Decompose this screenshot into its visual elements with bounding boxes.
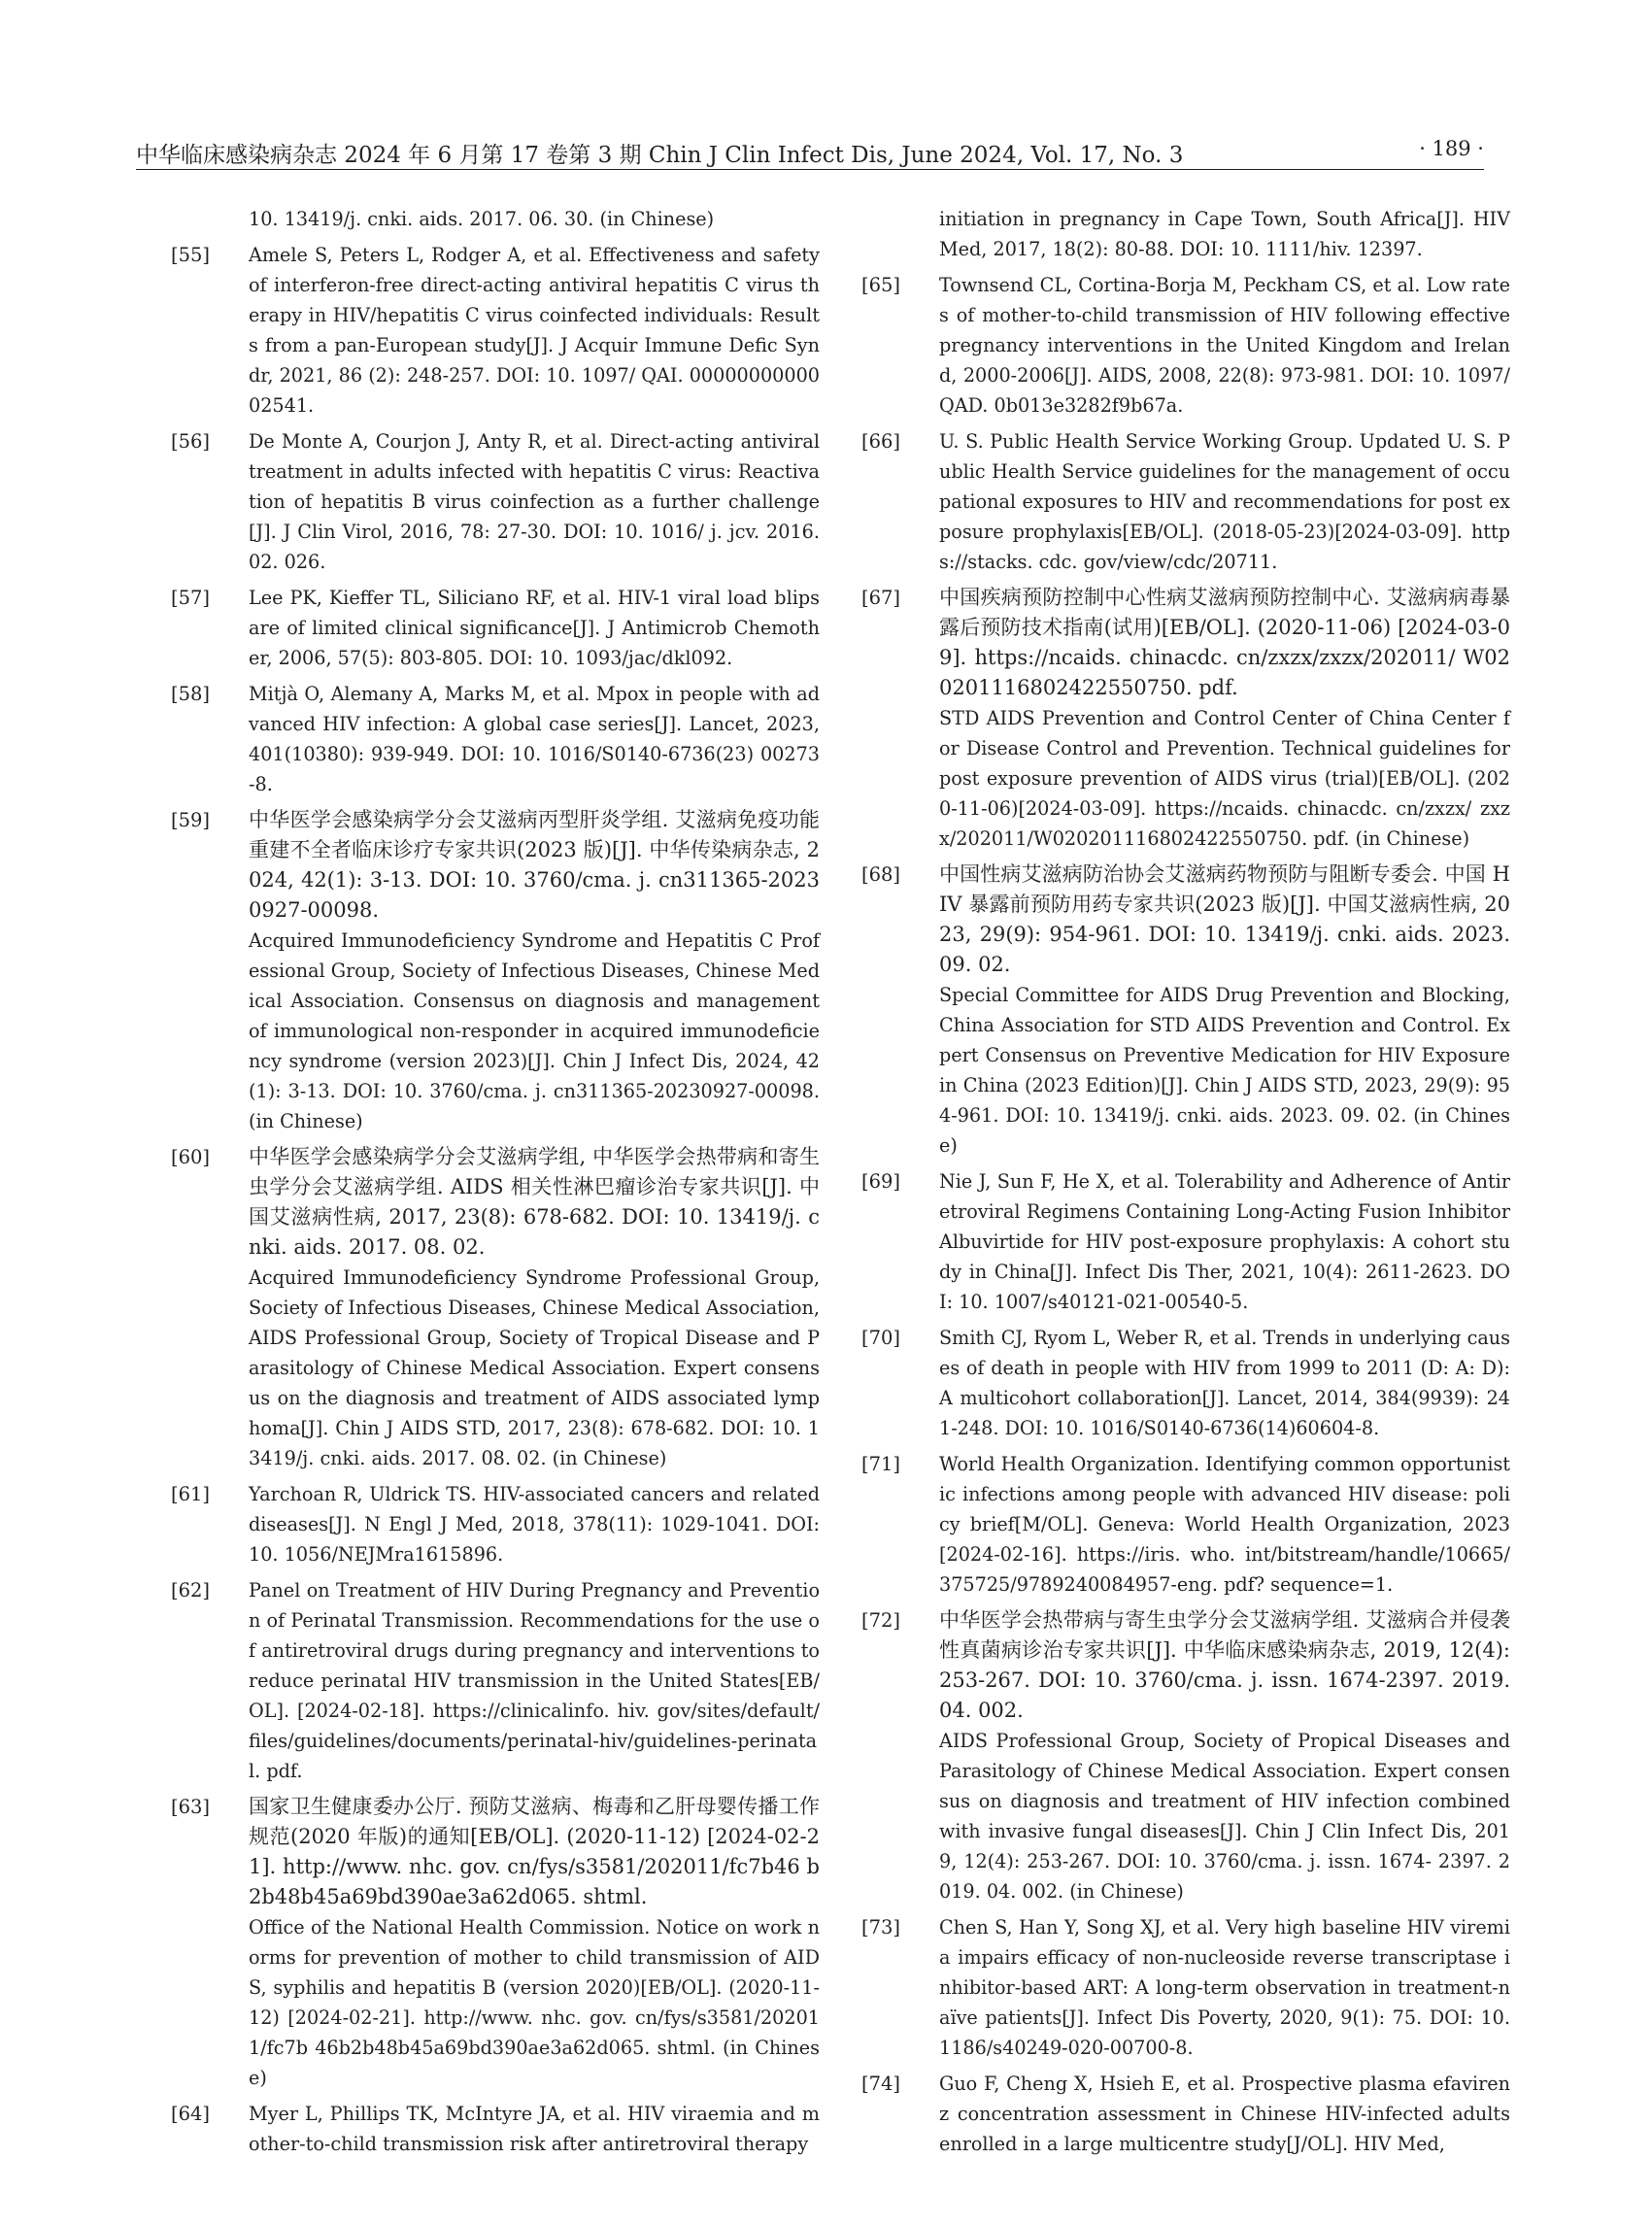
reference-text: Lee PK, Kieffer TL, Siliciano RF, et al. HIV-1 viral load blips are of limited clinical significance[J]. J Antimicrob Chemother, 2006, 57(5): 803-805. DOI: 10. 1093/jac/dkl092. [249,587,820,669]
reference-number: [56] [171,430,211,453]
reference-number: [63] [171,1796,211,1818]
reference-text-english: Acquired Immunodeficiency Syndrome and Hepatitis C Professional Group, Society of Infectious Diseases, Chinese Medical Association. Consensus on diagnosis and management of immunological non-responder in acquired immunodeficiency syndrome (version 2023)[J]. Chin J Infect Dis, 2024, 42(1): 3-13. DOI: 10. 3760/cma. j. cn311365-20230927-00098. (in Chinese) [249,929,820,1132]
reference-text: Nie J, Sun F, He X, et al. Tolerability and Adherence of Antiretroviral Regimens Containing Long-Acting Fusion Inhibitor Albuvirtide for HIV post-exposure prophylaxis: A cohort study in China[J]. Infect Dis Ther, 2021, 10(4): 2611-2623. DOI: 10. 1007/s40121-021-00540-5. [939,1170,1510,1313]
reference-59 [171,805,820,1136]
reference-text-chinese: 中国疾病预防控制中心性病艾滋病预防控制中心. 艾滋病病毒暴露后预防技术指南(试用)[EB/OL]. (2020-11-06) [2024-03-09]. https://ncaids. chinacdc. cn/zxzx/zxzx/202011/ W020201116802422550750. pdf. [939,586,1510,699]
reference-64 [171,2099,820,2159]
reference-number: [64] [171,2103,211,2125]
reference-number: [70] [861,1327,901,1349]
reference-67 [861,583,1510,854]
reference-text: Smith CJ, Ryom L, Weber R, et al. Trends in underlying causes of death in people with HIV from 1999 to 2011 (D: A: D): A multicohort collaboration[J]. Lancet, 2014, 384(9939): 241-248. DOI: 10. 1016/S0140-6736(14)60604-8. [939,1327,1510,1439]
reference-71 [861,1449,1510,1600]
reference-57 [171,583,820,673]
right-column [861,204,1510,2165]
reference-73 [861,1912,1510,2063]
reference-70 [861,1323,1510,1443]
reference-text: U. S. Public Health Service Working Group. Updated U. S. Public Health Service guidelines for the management of occupational exposures to HIV and recommendations for post exposure prophylaxis[EB/OL]. (2018-05-23)[2024-03-09]. https://stacks. cdc. gov/view/cdc/20711. [939,430,1510,573]
reference-text: Chen S, Han Y, Song XJ, et al. Very high baseline HIV viremia impairs efficacy of non-nucleoside reverse transcriptase inhibitor-based ART: A long-term observation in treatment-naïve patients[J]. Infect Dis Poverty, 2020, 9(1): 75. DOI: 10. 1186/s40249-020-00700-8. [939,1916,1510,2059]
reference-number: [66] [861,430,901,453]
reference-text: Guo F, Cheng X, Hsieh E, et al. Prospective plasma efavirenz concentration assessment in Chinese HIV-infected adults enrolled in a large multicentre study[J/OL]. HIV Med, [939,2073,1510,2155]
reference-63 [171,1792,820,2093]
reference-text-chinese: 中华医学会感染病学分会艾滋病学组, 中华医学会热带病和寄生虫学分会艾滋病学组. AIDS 相关性淋巴瘤诊治专家共识[J]. 中国艾滋病性病, 2017, 23(8): 678-682. DOI: 10. 13419/j. cnki. aids. 2017. 08. 02. [249,1145,820,1259]
reference-text: De Monte A, Courjon J, Anty R, et al. Direct-acting antiviral treatment in adults infected with hepatitis C virus: Reactivation of hepatitis B virus coinfection as a further challenge[J]. J Clin Virol, 2016, 78: 27-30. DOI: 10. 1016/ j. jcv. 2016. 02. 026. [249,430,820,573]
reference-74 [861,2069,1510,2159]
reference-number: [57] [171,587,211,609]
reference-number: [71] [861,1453,901,1475]
reference-text-chinese: 中国性病艾滋病防治协会艾滋病药物预防与阻断专委会. 中国 HIV 暴露前预防用药专家共识(2023 版)[J]. 中国艾滋病性病, 2023, 29(9): 954-961. DOI: 10. 13419/j. cnki. aids. 2023. 09. 02. [939,862,1510,976]
reference-text: Myer L, Phillips TK, McIntyre JA, et al. HIV viraemia and mother-to-child transmission risk after antiretroviral therapy [249,2103,820,2155]
page-number: · 189 · [1419,137,1484,160]
reference-number: [68] [861,863,901,886]
reference-text-english: STD AIDS Prevention and Control Center of China Center for Disease Control and Prevention. Technical guidelines for post exposure prevention of AIDS virus (trial)[EB/OL]. (2020-11-06)[2024-03-09]. https://ncaids. chinacdc. cn/zxzx/ zxzx/202011/W020201116802422550750. pdf. (in Chinese) [939,707,1510,850]
reference-61 [171,1479,820,1569]
reference-55 [171,240,820,421]
reference-number: [61] [171,1483,211,1505]
reference-continuation: 10. 13419/j. cnki. aids. 2017. 06. 30. (in Chinese) [249,208,715,230]
reference-text: Townsend CL, Cortina-Borja M, Peckham CS, et al. Low rates of mother-to-child transmission of HIV following effective pregnancy interventions in the United Kingdom and Ireland, 2000-2006[J]. AIDS, 2008, 22(8): 973-981. DOI: 10. 1097/QAD. 0b013e3282f9b67a. [939,274,1510,417]
reference-continuation: initiation in pregnancy in Cape Town, South Africa[J]. HIV Med, 2017, 18(2): 80-88. DOI: 10. 1111/hiv. 12397. [939,208,1510,260]
reference-number: [62] [171,1579,211,1601]
reference-number: [69] [861,1170,901,1193]
reference-62 [171,1575,820,1786]
reference-text: Amele S, Peters L, Rodger A, et al. Effectiveness and safety of interferon-free direct-acting antiviral hepatitis C virus therapy in HIV/hepatitis C virus coinfected individuals: Results from a pan-European study[J]. J Acquir Immune Defic Syndr, 2021, 86 (2): 248-257. DOI: 10. 1097/ QAI. 0000000000002541. [249,244,820,417]
reference-56 [171,426,820,577]
reference-68 [861,860,1510,1161]
running-header [136,131,1484,166]
reference-72 [861,1605,1510,1906]
reference-text: World Health Organization. Identifying common opportunistic infections among people with advanced HIV disease: policy brief[M/OL]. Geneva: World Health Organization, 2023 [2024-02-16]. https://iris. who. int/bitstream/handle/10665/ 375725/9789240084957-eng. pdf? sequence=1. [939,1453,1511,1596]
journal-citation: 中华临床感染病杂志 2024 年 6 月第 17 卷第 3 期 Chin J Clin Infect Dis, June 2024, Vol. 17, No. 3 [136,143,1184,168]
reference-text-english: Acquired Immunodeficiency Syndrome Professional Group, Society of Infectious Diseases, Chinese Medical Association, AIDS Professional Group, Society of Tropical Disease and Parasitology of Chinese Medical Association. Expert consensus on the diagnosis and treatment of AIDS associated lymphoma[J]. Chin J AIDS STD, 2017, 23(8): 678-682. DOI: 10. 13419/j. cnki. aids. 2017. 08. 02. (in Chinese) [249,1266,820,1469]
reference-number: [59] [171,809,211,831]
reference-text-english: Office of the National Health Commission. Notice on work norms for prevention of mother to child transmission of AIDS, syphilis and hepatitis B (version 2020)[EB/OL]. (2020-11-12) [2024-02-21]. http://www. nhc. gov. cn/fys/s3581/202011/fc7b 46b2b48b45a69bd390ae3a62d065. shtml. (in Chinese) [249,1916,820,2089]
reference-number: [60] [171,1146,211,1168]
reference-69 [861,1166,1510,1317]
reference-text: Mitjà O, Alemany A, Marks M, et al. Mpox in people with advanced HIV infection: A global case series[J]. Lancet, 2023, 401(10380): 939-949. DOI: 10. 1016/S0140-6736(23) 00273-8. [249,683,820,795]
reference-60 [171,1142,820,1473]
reference-number: [55] [171,244,211,266]
reference-58 [171,679,820,799]
left-column [171,204,820,2165]
reference-text: Panel on Treatment of HIV During Pregnancy and Prevention of Perinatal Transmission. Recommendations for the use of antiretroviral drugs during pregnancy and interventions to reduce perinatal HIV transmission in the United States[EB/ OL]. [2024-02-18]. https://clinicalinfo. hiv. gov/sites/default/ files/guidelines/documents/perinatal-hiv/guidelines-perinatal. pdf. [249,1579,820,1782]
reference-number: [58] [171,683,211,705]
reference-number: [67] [861,587,901,609]
reference-text-chinese: 国家卫生健康委办公厅. 预防艾滋病、梅毒和乙肝母婴传播工作规范(2020 年版)的通知[EB/OL]. (2020-11-12) [2024-02-21]. http://www. nhc. gov. cn/fys/s3581/202011/fc7b46 b2b48b45a69bd390ae3a62d065. shtml. [249,1795,820,1908]
reference-number: [65] [861,274,901,296]
reference-text: Yarchoan R, Uldrick TS. HIV-associated cancers and related diseases[J]. N Engl J Med, 2018, 378(11): 1029-1041. DOI: 10. 1056/NEJMra1615896. [249,1483,820,1566]
reference-text-chinese: 中华医学会热带病与寄生虫学分会艾滋病学组. 艾滋病合并侵袭性真菌病诊治专家共识[J]. 中华临床感染病杂志, 2019, 12(4): 253-267. DOI: 10. 3760/cma. j. issn. 1674-2397. 2019. 04. 002. [939,1608,1510,1722]
reference-number: [73] [861,1916,901,1938]
reference-number: [74] [861,2073,901,2095]
reference-66 [861,426,1510,577]
reference-text-english: AIDS Professional Group, Society of Propical Diseases and Parasitology of Chinese Medical Association. Expert consensus on diagnosis and treatment of HIV infection combined with invasive fungal diseases[J]. Chin J Clin Infect Dis, 2019, 12(4): 253-267. DOI: 10. 3760/cma. j. issn. 1674- 2397. 2019. 04. 002. (in Chinese) [939,1730,1510,1903]
reference-text-chinese: 中华医学会感染病学分会艾滋病丙型肝炎学组. 艾滋病免疫功能重建不全者临床诊疗专家共识(2023 版)[J]. 中华传染病杂志, 2024, 42(1): 3-13. DOI: 10. 3760/cma. j. cn311365-20230927-00098. [249,808,820,922]
reference-number: [72] [861,1609,901,1632]
reference-65 [861,270,1510,421]
reference-text-english: Special Committee for AIDS Drug Prevention and Blocking, China Association for STD AIDS Prevention and Control. Expert Consensus on Preventive Medication for HIV Exposure in China (2023 Edition)[J]. Chin J AIDS STD, 2023, 29(9): 954-961. DOI: 10. 13419/j. cnki. aids. 2023. 09. 02. (in Chinese) [939,984,1510,1157]
header-rule [136,169,1484,170]
